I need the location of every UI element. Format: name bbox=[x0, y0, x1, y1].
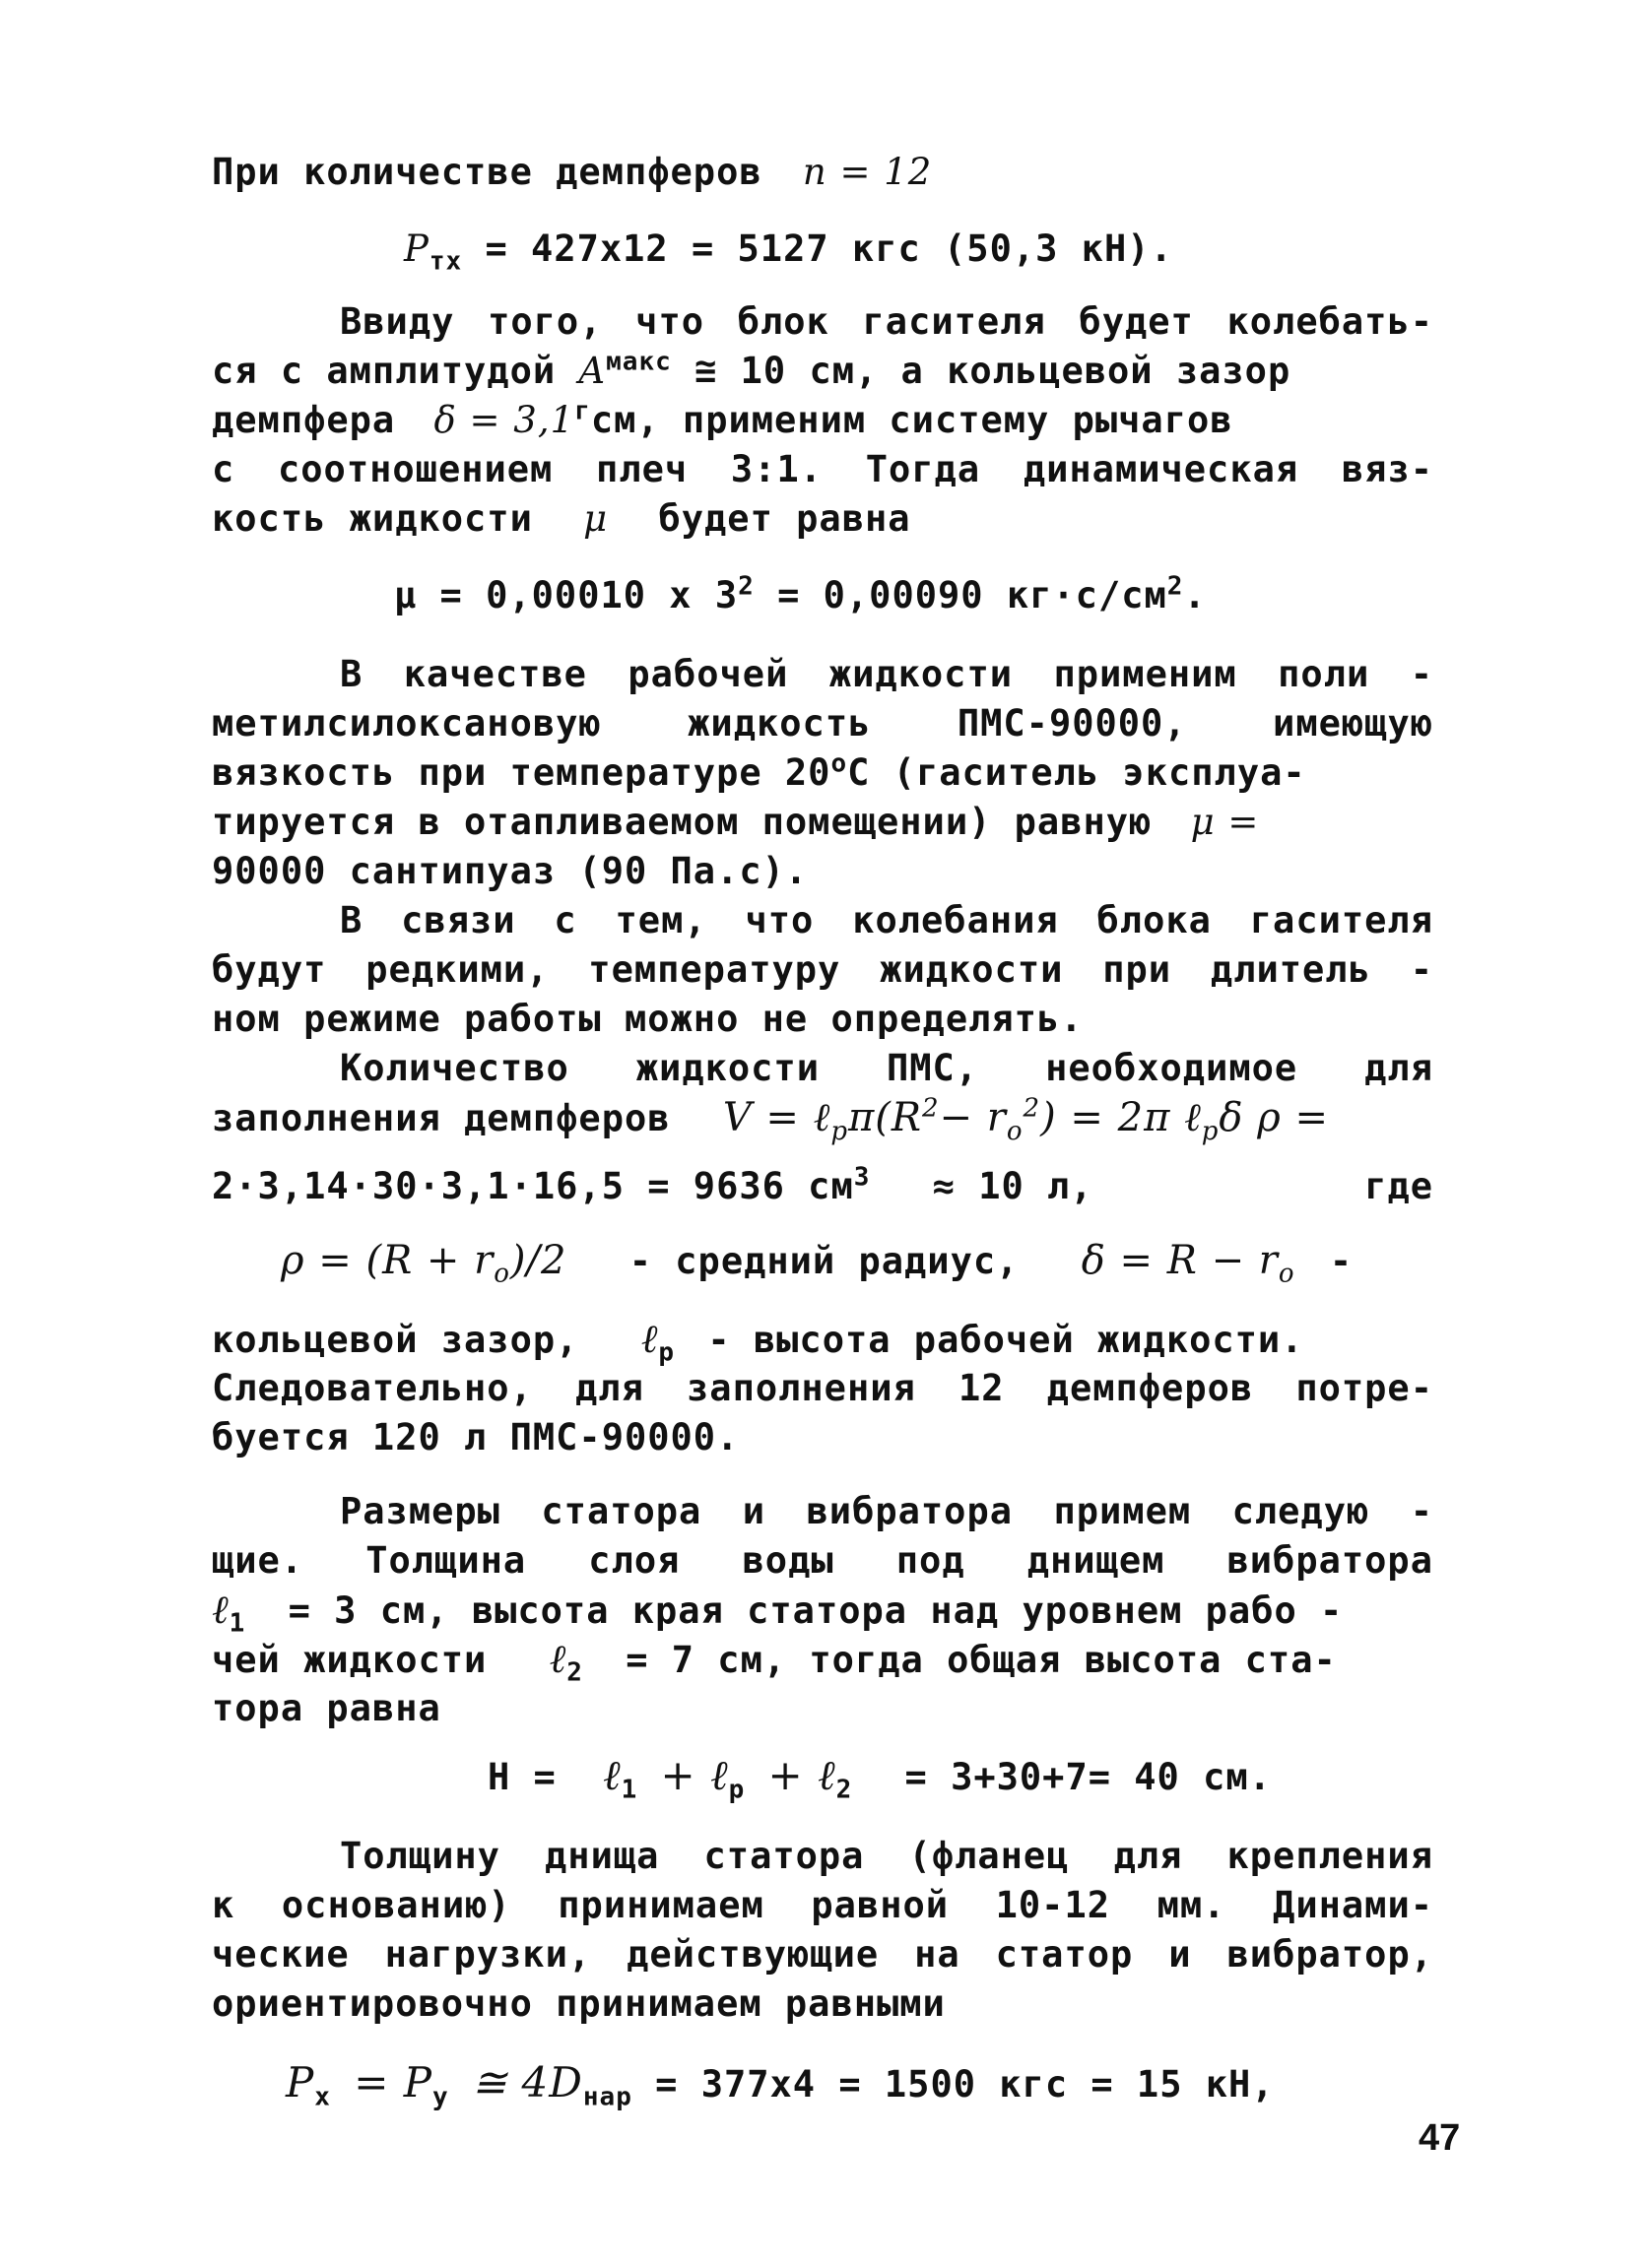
line-text: метилсилоксановую жидкость ПМС-90000, имеющую bbox=[212, 702, 1433, 745]
text-line bbox=[212, 847, 1433, 896]
line-text: Количество жидкости ПМС, необходимое для bbox=[340, 1047, 1433, 1089]
formula-superscript: 3 bbox=[853, 1162, 871, 1193]
formula-ptx bbox=[404, 225, 1173, 277]
line-text: будет равна bbox=[658, 497, 911, 540]
line-text: ся с амплитудой bbox=[212, 350, 557, 392]
formula-subscript: 2 bbox=[835, 1775, 853, 1805]
formula-subscript: o bbox=[1278, 1259, 1295, 1289]
formula-value: = 427x12 = 5127 кгс (50,3 кН). bbox=[485, 227, 1173, 270]
line-text: буется 120 л ПМС-90000. bbox=[212, 1416, 740, 1458]
formula-part: μ = 0,00010 x 3 bbox=[394, 574, 739, 616]
formula-subscript: p bbox=[830, 1117, 848, 1146]
line-text: Размеры статора и вибратора примем следую - bbox=[340, 1490, 1433, 1532]
text-line bbox=[212, 995, 1433, 1044]
line-text: ческие нагрузки, действующие на статор и вибратор, bbox=[212, 1933, 1433, 1976]
formula-superscript: 2 bbox=[1023, 1093, 1041, 1124]
line-text: тируется в отапливаемом помещении) равную bbox=[212, 801, 1153, 843]
text-line bbox=[281, 1236, 1433, 1289]
formula-subscript: p bbox=[728, 1775, 746, 1805]
formula-subscript: p bbox=[1201, 1117, 1220, 1146]
formula-symbol: P bbox=[404, 227, 430, 270]
text-line bbox=[212, 347, 1433, 396]
line-text: В качестве рабочей жидкости применим поли - bbox=[340, 653, 1433, 695]
formula-part: = 0,00090 кг·с/см bbox=[777, 574, 1167, 616]
text-line bbox=[212, 1364, 1433, 1413]
formula-height bbox=[488, 1751, 1272, 1805]
line-text: где bbox=[1364, 1165, 1433, 1207]
formula-delta: δ = 3,1 bbox=[433, 399, 575, 441]
line-text: щие. Толщина слоя воды под днищем вибратора bbox=[212, 1539, 1433, 1582]
text-line bbox=[212, 1536, 1433, 1586]
text-line bbox=[340, 896, 1433, 945]
formula-part: ) = 2π ℓ bbox=[1040, 1095, 1202, 1140]
formula-subscript: нар bbox=[582, 2082, 632, 2112]
page-number: 47 bbox=[1419, 2117, 1461, 2159]
formula-subscript: y bbox=[432, 2082, 449, 2112]
text-line bbox=[212, 1635, 1433, 1688]
degree-superscript: о bbox=[830, 748, 848, 779]
formula-subscript: p bbox=[658, 1337, 676, 1368]
text-line bbox=[212, 1930, 1433, 1979]
text-line bbox=[340, 650, 1433, 699]
formula-l1: ℓ bbox=[212, 1588, 230, 1633]
formula-value: = 3+30+7= 40 см. bbox=[904, 1756, 1272, 1798]
formula-part: P bbox=[286, 2058, 315, 2106]
formula-value: = 377x4 = 1500 кгс = 15 кН, bbox=[655, 2063, 1275, 2106]
line-text: = 3 см, высота края статора над уровнем рабо - bbox=[288, 1589, 1344, 1632]
line-text: При количестве демпферов bbox=[212, 151, 762, 193]
formula-value: ≅ 10 см, а кольцевой зазор bbox=[694, 350, 1291, 392]
formula-part: − r bbox=[939, 1095, 1007, 1140]
formula-subscript: тх bbox=[429, 246, 463, 277]
text-line bbox=[212, 1162, 1433, 1211]
text-line bbox=[212, 1586, 1433, 1639]
formula-rho: )/2 bbox=[509, 1238, 567, 1283]
line-text: 90000 сантипуаз (90 Па.с). bbox=[212, 850, 809, 892]
line-text: к основанию) принимаем равной 10-12 мм. Динами- bbox=[212, 1884, 1433, 1926]
line-text: Ввиду того, что блок гасителя будет колебать- bbox=[340, 300, 1433, 343]
text-line bbox=[212, 1684, 1433, 1733]
formula-subscript: 1 bbox=[621, 1775, 638, 1805]
text-line bbox=[212, 699, 1433, 748]
text-line bbox=[212, 1315, 1433, 1368]
formula-superscript: 2 bbox=[738, 571, 755, 602]
text-line bbox=[212, 1881, 1433, 1930]
line-text: кость жидкости bbox=[212, 497, 533, 540]
formula-part: δ ρ = bbox=[1219, 1095, 1329, 1140]
formula-symbol: A bbox=[578, 350, 607, 392]
formula-part: . bbox=[1183, 574, 1207, 616]
formula-part: = P bbox=[354, 2058, 433, 2106]
text-line bbox=[340, 297, 1433, 347]
formula-part: + ℓ bbox=[767, 1751, 836, 1799]
line-text: тора равна bbox=[212, 1687, 441, 1729]
line-text: будут редкими, температуру жидкости при длитель - bbox=[212, 948, 1433, 991]
line-text: вязкость при температуре bbox=[212, 751, 762, 794]
formula-rho: ρ = (R + r bbox=[281, 1238, 495, 1283]
calc-line: 2·3,14·30·3,1·16,5 = 9636 см bbox=[212, 1165, 854, 1207]
formula-l2: ℓ bbox=[549, 1637, 567, 1682]
line-text: демпфера bbox=[212, 399, 396, 441]
text-line bbox=[212, 1093, 1433, 1146]
text-line bbox=[340, 1487, 1433, 1536]
line-text: заполнения демпферов bbox=[212, 1097, 671, 1139]
text-line bbox=[212, 445, 1433, 494]
formula-part: π(R bbox=[847, 1095, 922, 1140]
temperature-value: 20 bbox=[784, 751, 831, 794]
text-line bbox=[212, 1413, 1433, 1462]
formula-mu-eq: μ = bbox=[1190, 801, 1260, 843]
formula-subscript: x bbox=[314, 2082, 331, 2112]
formula-n: n = 12 bbox=[802, 151, 933, 193]
formula-part: V = ℓ bbox=[722, 1095, 831, 1140]
formula-mu bbox=[394, 571, 1207, 620]
formula-part: ≅ 4D bbox=[471, 2058, 583, 2106]
mu-symbol: μ bbox=[583, 497, 609, 540]
text-line bbox=[212, 748, 1433, 798]
formula-part: ℓ bbox=[603, 1751, 622, 1799]
formula-subscript: o bbox=[1006, 1117, 1024, 1146]
line-text: с соотношением плеч 3:1. Тогда динамическая вяз- bbox=[212, 448, 1433, 490]
text-line bbox=[212, 945, 1433, 995]
line-text: чей жидкости bbox=[212, 1639, 488, 1681]
text-line bbox=[212, 148, 1433, 197]
formula-subscript: o bbox=[494, 1259, 510, 1289]
formula-lp: ℓ bbox=[640, 1317, 659, 1362]
formula-part: + ℓ bbox=[660, 1751, 729, 1799]
line-text: = 7 см, тогда общая высота ста- bbox=[626, 1639, 1337, 1681]
formula-superscript: 2 bbox=[921, 1093, 940, 1124]
formula-superscript: макс bbox=[606, 347, 672, 377]
line-text: - средний радиус, bbox=[628, 1240, 1020, 1282]
formula-part: H = bbox=[488, 1756, 557, 1798]
formula-superscript: г bbox=[574, 396, 591, 426]
formula-delta-def: δ = R − r bbox=[1081, 1238, 1279, 1283]
calc-approx: ≈ 10 л, bbox=[932, 1165, 1093, 1207]
line-text: ориентировочно принимаем равными bbox=[212, 1982, 946, 2025]
line-text: ном режиме работы можно не определять. bbox=[212, 998, 1084, 1040]
text-line bbox=[340, 1832, 1433, 1881]
line-text: - высота рабочей жидкости. bbox=[707, 1319, 1304, 1361]
line-text: кольцевой зазор, bbox=[212, 1319, 579, 1361]
line-text: Следовательно, для заполнения 12 демпферов потре- bbox=[212, 1367, 1433, 1409]
line-text: С (гаситель эксплуа- bbox=[847, 751, 1306, 794]
text-line bbox=[212, 798, 1433, 847]
line-text: - bbox=[1329, 1240, 1354, 1282]
line-text: В связи с тем, что колебания блока гасителя bbox=[340, 899, 1433, 941]
formula-subscript: 2 bbox=[566, 1657, 583, 1688]
line-text: Толщину днища статора (фланец для крепления bbox=[340, 1835, 1433, 1877]
text-line bbox=[340, 1044, 1433, 1093]
text-line bbox=[212, 396, 1433, 445]
text-line bbox=[212, 1979, 1433, 2029]
formula-loads bbox=[286, 2058, 1275, 2112]
formula-superscript: 2 bbox=[1166, 571, 1184, 602]
formula-subscript: 1 bbox=[229, 1608, 246, 1639]
line-text: см, применим систему рычагов bbox=[590, 399, 1233, 441]
text-line bbox=[212, 494, 1433, 544]
formula-volume bbox=[722, 1093, 1329, 1146]
